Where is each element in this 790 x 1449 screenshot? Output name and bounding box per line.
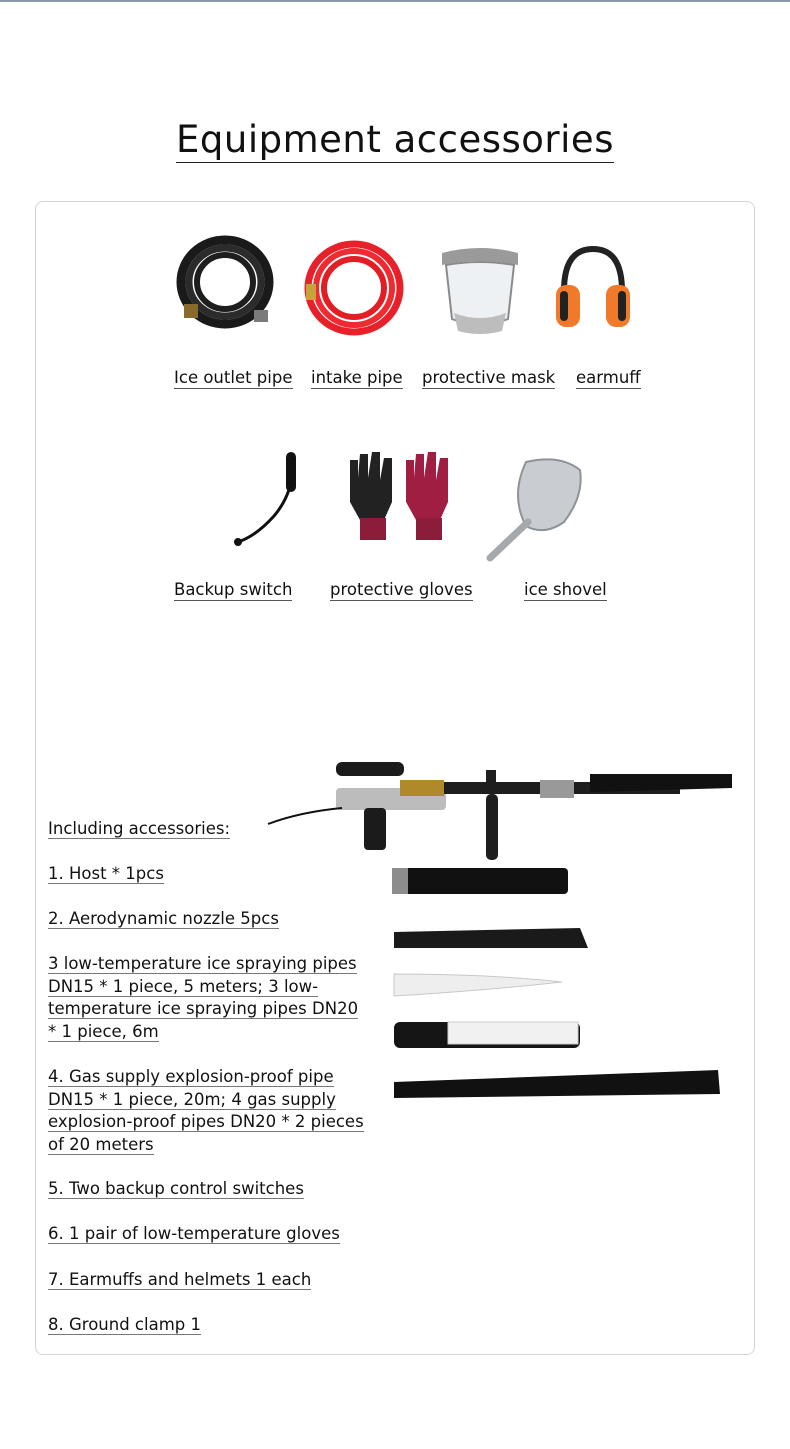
page-title-wrap — [0, 118, 790, 161]
accessory-item-6: 6. 1 pair of low-temperature gloves — [48, 1224, 340, 1243]
label-backup-switch: Backup switch — [174, 580, 293, 599]
label-ice-shovel: ice shovel — [524, 580, 607, 599]
accessory-item-5: 5. Two backup control switches — [48, 1179, 304, 1198]
earmuff-icon — [552, 245, 634, 335]
host-gun-icon — [268, 762, 732, 860]
label-protective-gloves: protective gloves — [330, 580, 473, 599]
accessory-item-8: 8. Ground clamp 1 — [48, 1315, 201, 1334]
accessory-item-1: 1. Host * 1pcs — [48, 864, 164, 883]
nozzle-parts-icon — [392, 868, 720, 1098]
top-border-line — [0, 0, 790, 2]
backup-switch-icon — [230, 450, 300, 550]
accessory-item-4: 4. Gas supply explosion-proof pipe DN15 * 1 piece, 20m; 4 gas supply explosion-proof pipes DN20 * 2 pieces of 20 meters — [48, 1067, 364, 1154]
accessory-item-7: 7. Earmuffs and helmets 1 each — [48, 1270, 312, 1289]
page-title: Equipment accessories — [176, 118, 614, 161]
label-protective-mask: protective mask — [422, 368, 556, 387]
black-hose-icon — [172, 232, 278, 336]
accessory-item-2: 2. Aerodynamic nozzle 5pcs — [48, 909, 279, 928]
ice-shovel-icon — [480, 456, 584, 566]
label-earmuff: earmuff — [576, 368, 641, 387]
label-intake-pipe: intake pipe — [311, 368, 403, 387]
red-hose-icon — [302, 238, 406, 340]
label-ice-outlet-pipe: Ice outlet pipe — [174, 368, 293, 387]
gloves-icon — [344, 450, 456, 544]
equipment-parts-illustration — [260, 752, 740, 1112]
face-shield-icon — [438, 245, 522, 339]
accessories-heading: Including accessories: — [48, 819, 231, 838]
accessory-item-3: 3 low-temperature ice spraying pipes DN15 * 1 piece, 5 meters; 3 low-temperature ice spraying pipes DN20 * 1 piece, 6m — [48, 954, 359, 1041]
